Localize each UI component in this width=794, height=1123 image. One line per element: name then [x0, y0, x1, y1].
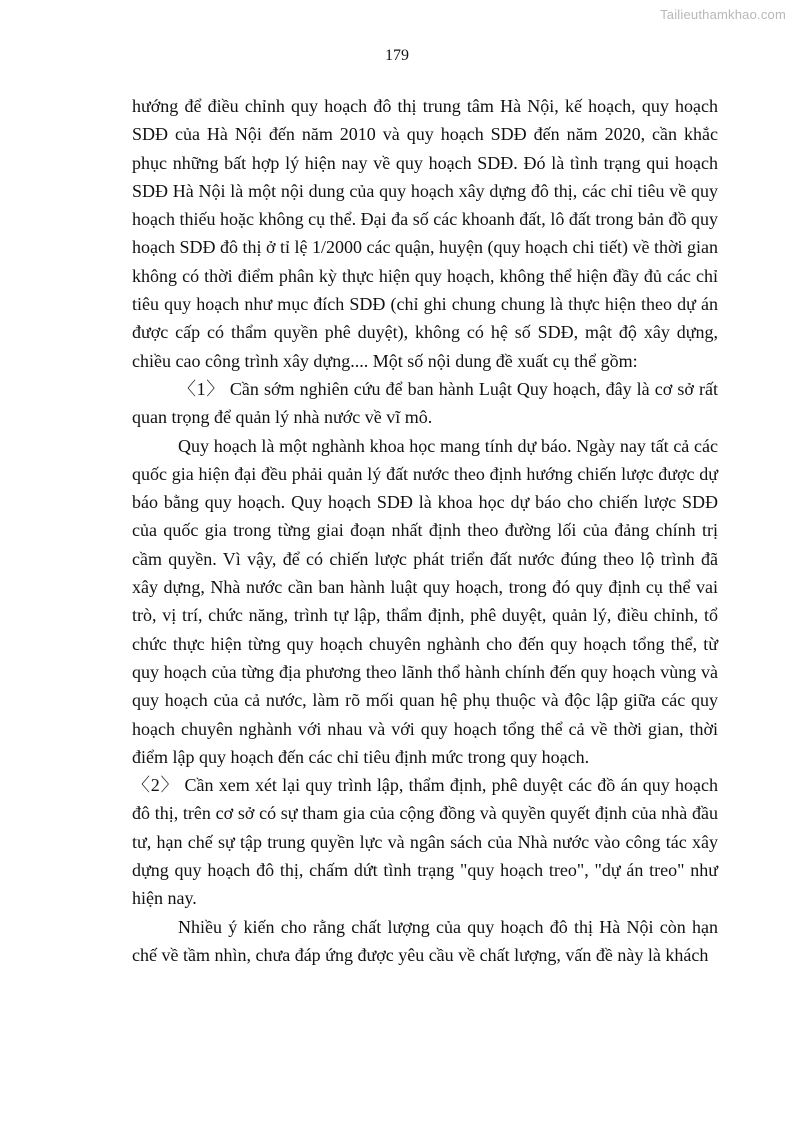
paragraph-continuation: hướng để điều chỉnh quy hoạch đô thị trung tâm Hà Nội, kế hoạch, quy hoạch SDĐ của Hà Nội đến năm 2010 và quy hoạch SDĐ đến năm 2020, cần khắc phục những bất hợp lý hiện nay về quy hoạch SDĐ. Đó là tình trạng qui hoạch SDĐ Hà Nội là một nội dung của quy hoạch xây dựng đô thị, các chỉ tiêu về quy hoạch thiếu hoặc không cụ thể. Đại đa số các khoanh đất, lô đất trong bản đồ quy hoạch SDĐ đô thị ở tỉ lệ 1/2000 các quận, huyện (quy hoạch chi tiết) về thời gian không có thời điểm phân kỳ thực hiện quy hoạch, không thể hiện đầy đủ các chỉ tiêu quy hoạch như mục đích SDĐ (chỉ ghi chung chung là thực hiện theo dự án được cấp có thẩm quyền phê duyệt), không có hệ số SDĐ, mật độ xây dựng, chiều cao công trình xây dựng.... Một số nội dung đề xuất cụ thể gồm:	[132, 96, 718, 371]
paragraph-planning-law: Quy hoạch là một nghành khoa học mang tính dự báo. Ngày nay tất cả các quốc gia hiện đại đều phải quản lý đất nước theo định hướng chiến lược được dự báo bằng quy hoạch. Quy hoạch SDĐ là khoa học dự báo cho chiến lược SDĐ của quốc gia trong từng giai đoạn nhất định theo đường lối của đảng chính trị cầm quyền. Vì vậy, để có chiến lược phát triển đất nước đúng theo lộ trình đã xây dựng, Nhà nước cần ban hành luật quy hoạch, trong đó quy định cụ thể vai trò, vị trí, chức năng, trình tự lập, thẩm định, phê duyệt, quản lý, điều chỉnh, tổ chức thực hiện từng quy hoạch chuyên nghành cho đến quy hoạch tổng thể, từ quy hoạch của từng địa phương theo lãnh thổ hành chính đến quy hoạch vùng và quy hoạch của cả nước, làm rõ mối quan hệ phụ thuộc và độc lập giữa các quy hoạch chuyên nghành với nhau và với quy hoạch tổng thể cả về thời gian, thời điểm lập quy hoạch đến các chỉ tiêu định mức trong quy hoạch.	[132, 435, 718, 767]
paragraph-item-2: 〈2〉 Cần xem xét lại quy trình lập, thẩm định, phê duyệt các đồ án quy hoạch đô thị, trên cơ sở có sự tham gia của cộng đồng và quyền quyết định của nhà đầu tư, hạn chế sự tập trung quyền lực và ngân sách của Nhà nước vào công tác xây dựng quy hoạch đô thị, chấm dứt tình trạng "quy hoạch treo", "dự án treo" như hiện nay.	[132, 775, 718, 909]
watermark-text: Tailieuthamkhao.com	[660, 7, 786, 22]
paragraph-quality-opinion: Nhiều ý kiến cho rằng chất lượng của quy hoạch đô thị Hà Nội còn hạn chế về tầm nhìn, chưa đáp ứng được yêu cầu về chất lượng, vấn đề này là khách	[132, 916, 718, 965]
page-body	[132, 92, 718, 969]
paragraph-item-1: 〈1〉 Cần sớm nghiên cứu để ban hành Luật Quy hoạch, đây là cơ sở rất quan trọng để quản lý nhà nước về vĩ mô.	[132, 378, 718, 428]
page-number: 179	[385, 47, 409, 64]
